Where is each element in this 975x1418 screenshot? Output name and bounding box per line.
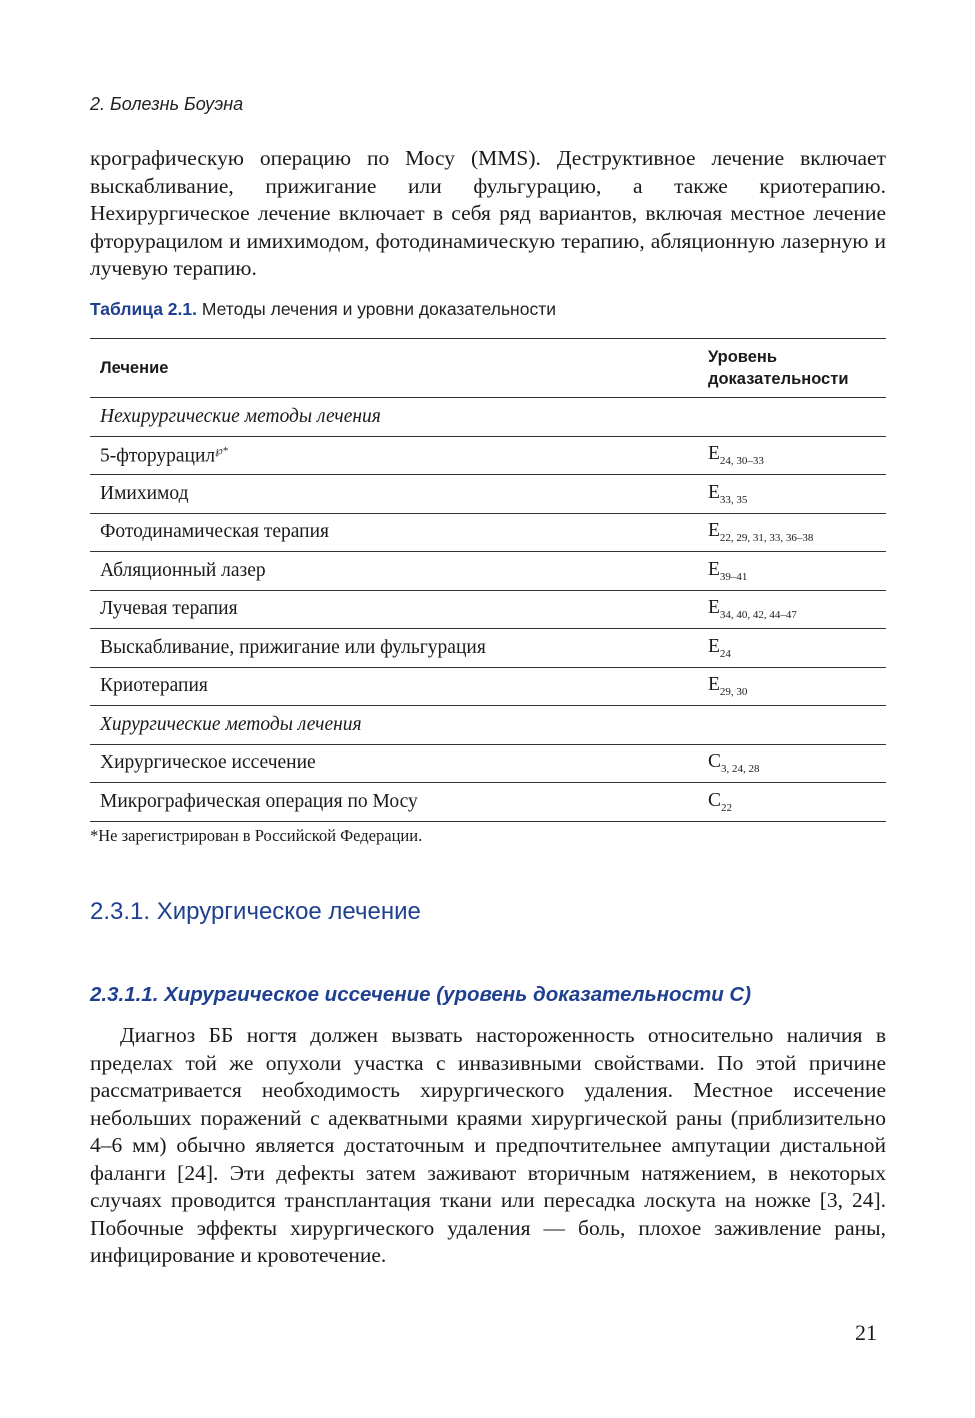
table-row bbox=[90, 667, 886, 706]
treatment-name: 5-фторурацил bbox=[100, 445, 216, 466]
intro-paragraph: крографическую операцию по Мосу (MMS). Деструктивное лечение включает выскабливание, прижигание или фульгурацию, а также криотерапию. Нехирургическое лечение включает в себя ряд вариантов, включая местное лечение фторурацилом и имихимодом, фотодинамическую терапию, абляционную лазерную и лучевую терапию. bbox=[90, 146, 886, 280]
table-row bbox=[90, 783, 886, 822]
header-treatment: Лечение bbox=[90, 339, 698, 398]
treatment-name: Криотерапия bbox=[100, 675, 208, 697]
evidence-level: E bbox=[708, 674, 720, 696]
reference-numbers: 24, 30–33 bbox=[719, 455, 764, 468]
reference-numbers: 22 bbox=[721, 801, 733, 814]
treatment-cell bbox=[90, 629, 698, 668]
evidence-level-cell bbox=[698, 783, 886, 822]
evidence-level: E bbox=[708, 443, 720, 465]
group-row-surgical bbox=[90, 706, 886, 745]
page-number: 21 bbox=[855, 1320, 877, 1345]
treatment-name: Хирургическое иссечение bbox=[100, 752, 316, 774]
treatment-cell bbox=[90, 590, 698, 629]
treatment-name: Лучевая терапия bbox=[100, 598, 238, 620]
table-footnote: *Не зарегистрирован в Российской Федерации. bbox=[90, 826, 423, 845]
table-caption-label: Таблица 2.1. bbox=[90, 299, 197, 319]
evidence-level: E bbox=[708, 635, 720, 657]
evidence-level-cell bbox=[698, 513, 886, 552]
evidence-level: E bbox=[708, 481, 720, 503]
table-row bbox=[90, 629, 886, 668]
reference-numbers: 39–41 bbox=[719, 570, 748, 583]
table-caption-text: Методы лечения и уровни доказательности bbox=[201, 299, 556, 319]
reference-numbers: 3, 24, 28 bbox=[721, 763, 760, 776]
evidence-level: E bbox=[708, 597, 720, 619]
table-row bbox=[90, 590, 886, 629]
reference-numbers: 34, 40, 42, 44–47 bbox=[719, 609, 797, 622]
evidence-level-cell bbox=[698, 667, 886, 706]
subsection-heading: 2.3.1.1. Хирургическое иссечение (уровень доказательности С) bbox=[90, 983, 752, 1006]
group-label: Нехирургические методы лечения bbox=[90, 398, 886, 437]
treatment-name: Фотодинамическая терапия bbox=[100, 521, 330, 543]
table-row bbox=[90, 513, 886, 552]
evidence-level-cell bbox=[698, 436, 886, 475]
treatment-cell bbox=[90, 744, 698, 783]
treatment-name: Выскабливание, прижигание или фульгурация bbox=[100, 636, 486, 658]
evidence-level-cell bbox=[698, 629, 886, 668]
body-paragraph: Диагноз ББ ногтя должен вызвать настороженность относительно наличия в пределах той же опухоли участка с инвазивными свойствами. По этой причине рассматривается необходимость хирургического удаления. Местное иссечение небольших поражений с адекватными краями хирургической раны (приблизительно 4–6 мм) обычно является достаточным и предпочтительнее ампутации дистальной фаланги [24]. Эти дефекты затем заживают вторичным натяжением, в некоторых случаях проводится трансплантация ткани или пересадка лоскута на ножке [3, 24]. Побочные эффекты хирургического удаления — боль, плохое заживление раны, инфицирование и кровотечение. bbox=[90, 1023, 886, 1267]
table-row bbox=[90, 436, 886, 475]
evidence-level-cell bbox=[698, 590, 886, 629]
table-body bbox=[90, 398, 886, 822]
treatment-cell bbox=[90, 513, 698, 552]
reference-numbers: 33, 35 bbox=[719, 493, 748, 506]
treatment-cell bbox=[90, 436, 698, 475]
treatment-name: Имихимод bbox=[100, 482, 189, 504]
reference-numbers: 24 bbox=[719, 647, 731, 660]
reference-numbers: 22, 29, 31, 33, 36–38 bbox=[719, 532, 814, 545]
evidence-level-cell bbox=[698, 552, 886, 591]
evidence-level-cell bbox=[698, 475, 886, 514]
evidence-level: E bbox=[708, 558, 720, 580]
evidence-level: C bbox=[708, 789, 722, 811]
treatment-name: Микрографическая операция по Мосу bbox=[100, 790, 418, 812]
evidence-level: E bbox=[708, 520, 720, 542]
running-head: 2. Болезнь Боуэна bbox=[90, 94, 244, 114]
table-row bbox=[90, 552, 886, 591]
evidence-level: C bbox=[708, 751, 722, 773]
treatment-cell bbox=[90, 475, 698, 514]
table-row bbox=[90, 475, 886, 514]
table-header-row bbox=[90, 339, 886, 398]
unregistered-mark: ℘* bbox=[215, 444, 229, 457]
header-level-line1: Уровень bbox=[708, 348, 778, 366]
treatment-cell bbox=[90, 667, 698, 706]
section-heading: 2.3.1. Хирургическое лечение bbox=[90, 898, 421, 925]
reference-numbers: 29, 30 bbox=[719, 686, 748, 699]
treatment-cell bbox=[90, 783, 698, 822]
group-label: Хирургические методы лечения bbox=[90, 706, 886, 745]
treatment-cell bbox=[90, 552, 698, 591]
evidence-table bbox=[90, 338, 886, 822]
table-caption bbox=[90, 299, 556, 320]
table-row bbox=[90, 744, 886, 783]
header-evidence-level bbox=[698, 339, 886, 398]
treatment-name: Абляционный лазер bbox=[100, 559, 266, 581]
header-level-line2: доказательности bbox=[708, 370, 849, 388]
evidence-level-cell bbox=[698, 744, 886, 783]
group-row-nonsurgical bbox=[90, 398, 886, 437]
